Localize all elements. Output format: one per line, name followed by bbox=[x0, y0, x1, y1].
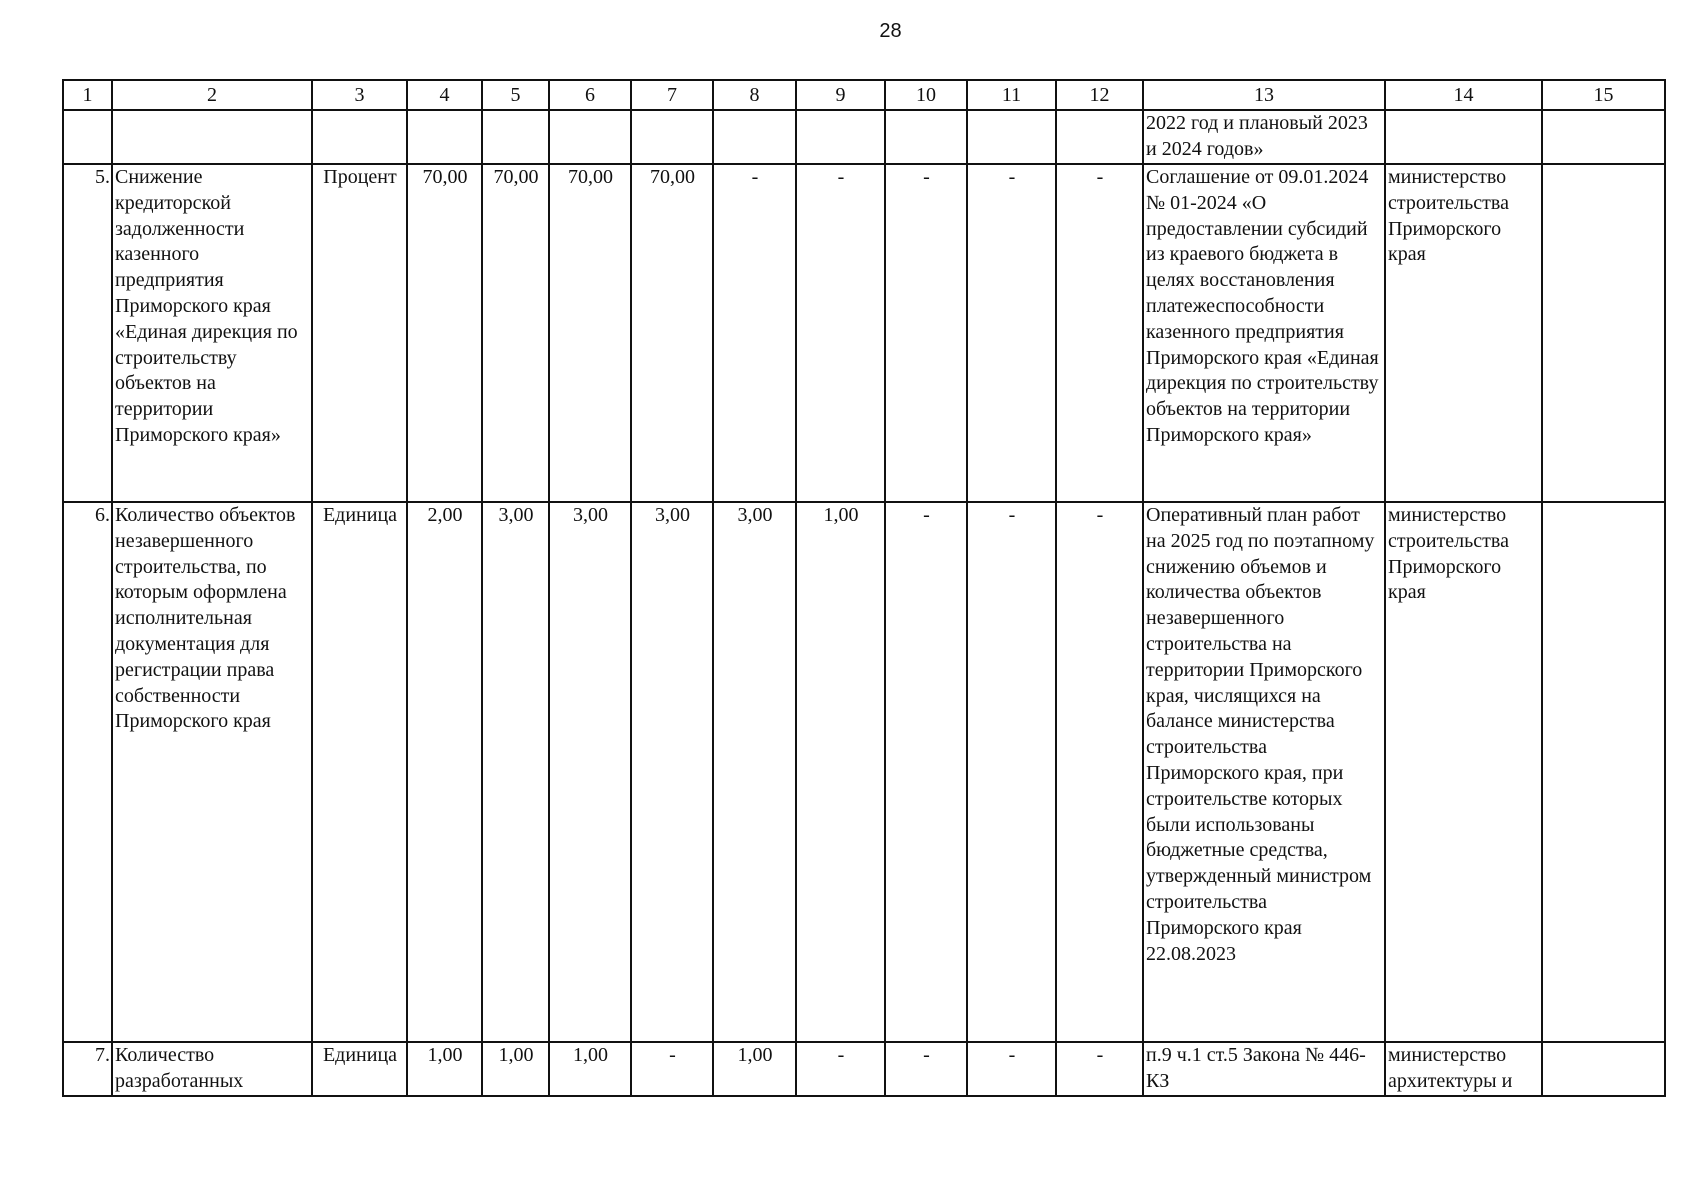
table-row-continuation bbox=[63, 110, 1665, 164]
basis-document-cell: 2022 год и плановый 2023 и 2024 годов» bbox=[1143, 110, 1385, 164]
value-cell: - bbox=[967, 502, 1056, 1042]
column-number-row bbox=[63, 80, 1665, 110]
table-cell bbox=[885, 110, 967, 164]
column-header: 9 bbox=[796, 80, 885, 110]
row-number-cell: 6. bbox=[63, 502, 112, 1042]
column-header: 7 bbox=[631, 80, 713, 110]
value-cell: - bbox=[885, 502, 967, 1042]
row-number-cell: 5. bbox=[63, 164, 112, 502]
value-cell: 2,00 bbox=[407, 502, 482, 1042]
table-cell bbox=[1542, 502, 1665, 1042]
table-cell bbox=[1542, 1042, 1665, 1096]
value-cell: - bbox=[796, 1042, 885, 1096]
table-cell bbox=[713, 110, 796, 164]
unit-cell: Единица bbox=[312, 502, 407, 1042]
value-cell: 3,00 bbox=[482, 502, 549, 1042]
table-cell bbox=[1385, 110, 1542, 164]
indicator-name-cell: Снижение кредиторской задолженности казенного предприятия Приморского края «Единая дирекция по строительству объектов на территории Приморского края» bbox=[112, 164, 312, 502]
indicators-table bbox=[62, 79, 1666, 1097]
column-header: 13 bbox=[1143, 80, 1385, 110]
table-cell bbox=[796, 110, 885, 164]
column-header: 3 bbox=[312, 80, 407, 110]
column-header: 11 bbox=[967, 80, 1056, 110]
value-cell: 70,00 bbox=[549, 164, 631, 502]
table-cell bbox=[112, 110, 312, 164]
value-cell: - bbox=[713, 164, 796, 502]
column-header: 8 bbox=[713, 80, 796, 110]
responsible-cell: министерство архитектуры и bbox=[1385, 1042, 1542, 1096]
table-cell bbox=[482, 110, 549, 164]
column-header: 10 bbox=[885, 80, 967, 110]
table-cell bbox=[1542, 110, 1665, 164]
value-cell: - bbox=[885, 1042, 967, 1096]
column-header: 4 bbox=[407, 80, 482, 110]
table-cell bbox=[631, 110, 713, 164]
value-cell: 70,00 bbox=[482, 164, 549, 502]
value-cell: 1,00 bbox=[549, 1042, 631, 1096]
value-cell: 70,00 bbox=[631, 164, 713, 502]
value-cell: - bbox=[967, 1042, 1056, 1096]
value-cell: - bbox=[885, 164, 967, 502]
value-cell: - bbox=[1056, 502, 1143, 1042]
value-cell: - bbox=[631, 1042, 713, 1096]
column-header: 15 bbox=[1542, 80, 1665, 110]
table-cell bbox=[967, 110, 1056, 164]
table-cell bbox=[1056, 110, 1143, 164]
column-header: 14 bbox=[1385, 80, 1542, 110]
row-number-cell: 7. bbox=[63, 1042, 112, 1096]
value-cell: 3,00 bbox=[631, 502, 713, 1042]
table-cell bbox=[63, 110, 112, 164]
value-cell: 3,00 bbox=[713, 502, 796, 1042]
column-header: 6 bbox=[549, 80, 631, 110]
value-cell: 1,00 bbox=[796, 502, 885, 1042]
value-cell: - bbox=[1056, 164, 1143, 502]
basis-document-cell: Соглашение от 09.01.2024 № 01-2024 «О предоставлении субсидий из краевого бюджета в целях восстановления платежеспособности казенного предприятия Приморского края «Единая дирекция по строительству объектов на территории Приморского края» bbox=[1143, 164, 1385, 502]
basis-document-cell: п.9 ч.1 ст.5 Закона № 446-КЗ bbox=[1143, 1042, 1385, 1096]
column-header: 2 bbox=[112, 80, 312, 110]
table-cell bbox=[1542, 164, 1665, 502]
unit-cell: Процент bbox=[312, 164, 407, 502]
unit-cell: Единица bbox=[312, 1042, 407, 1096]
page-number: 28 bbox=[879, 20, 902, 42]
value-cell: - bbox=[967, 164, 1056, 502]
responsible-cell: министерство строительства Приморского края bbox=[1385, 164, 1542, 502]
indicator-name-cell: Количество объектов незавершенного строительства, по которым оформлена исполнительная документация для регистрации права собственности Приморского края bbox=[112, 502, 312, 1042]
table-cell bbox=[549, 110, 631, 164]
value-cell: 1,00 bbox=[482, 1042, 549, 1096]
column-header: 5 bbox=[482, 80, 549, 110]
table-row bbox=[63, 502, 1665, 1042]
value-cell: 1,00 bbox=[407, 1042, 482, 1096]
value-cell: 3,00 bbox=[549, 502, 631, 1042]
column-header: 1 bbox=[63, 80, 112, 110]
value-cell: - bbox=[1056, 1042, 1143, 1096]
table-cell bbox=[312, 110, 407, 164]
value-cell: 1,00 bbox=[713, 1042, 796, 1096]
table-row bbox=[63, 1042, 1665, 1096]
table-row bbox=[63, 164, 1665, 502]
column-header: 12 bbox=[1056, 80, 1143, 110]
responsible-cell: министерство строительства Приморского края bbox=[1385, 502, 1542, 1042]
value-cell: - bbox=[796, 164, 885, 502]
basis-document-cell: Оперативный план работ на 2025 год по поэтапному снижению объемов и количества объектов незавершенного строительства на территории Приморского края, числящихся на балансе министерства строительства Приморского края, при строительстве которых были использованы бюджетные средства, утвержденный министром строительства Приморского края 22.08.2023 bbox=[1143, 502, 1385, 1042]
table-cell bbox=[407, 110, 482, 164]
indicator-name-cell: Количество разработанных bbox=[112, 1042, 312, 1096]
value-cell: 70,00 bbox=[407, 164, 482, 502]
